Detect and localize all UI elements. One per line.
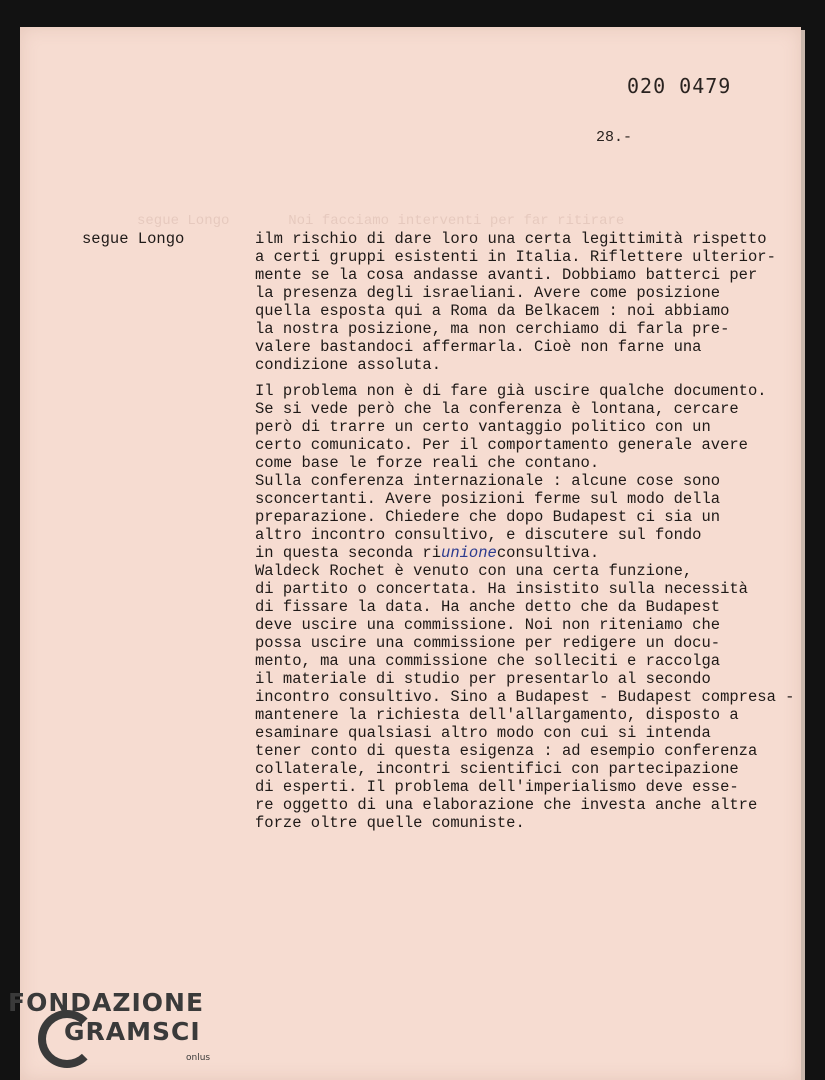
speaker-label: segue Longo — [82, 230, 185, 248]
watermark-suffix: onlus — [186, 1053, 211, 1063]
document-body — [255, 230, 815, 832]
text-line: a certi gruppi esistenti in Italia. Riflettere ulterior- — [255, 248, 776, 266]
text-line: tener conto di questa esigenza : ad esempio conferenza — [255, 742, 758, 760]
paragraph-2 — [255, 382, 815, 832]
typed-text: in questa seconda ri — [255, 544, 442, 562]
handwritten-correction: unione — [441, 544, 497, 562]
text-line: Il problema non è di fare già uscire qualche documento. — [255, 382, 767, 400]
text-line: collaterale, incontri scientifici con partecipazione — [255, 760, 739, 778]
text-line: di partito o concertata. Ha insistito sulla necessità — [255, 580, 748, 598]
bleed-through-text: segue Longo Noi facciamo interventi per far ritirare — [137, 213, 625, 229]
text-line: altro incontro consultivo, e discutere sul fondo — [255, 526, 702, 544]
text-line: quella esposta qui a Roma da Belkacem : noi abbiamo — [255, 302, 730, 320]
text-line: ilm rischio di dare loro una certa legittimità rispetto — [255, 230, 767, 248]
text-line: Sulla conferenza internazionale : alcune cose sono — [255, 472, 721, 490]
typed-text: consultiva. — [496, 544, 600, 562]
text-line: deve uscire una commissione. Noi non riteniamo che — [255, 616, 721, 634]
text-line: Waldeck Rochet è venuto con una certa funzione, — [255, 562, 693, 580]
text-line: di esperti. Il problema dell'imperialismo deve esse- — [255, 778, 739, 796]
text-line: forze oltre quelle comuniste. — [255, 814, 525, 832]
text-line: la presenza degli israeliani. Avere come posizione — [255, 284, 721, 302]
text-line: il materiale di studio per presentarlo al secondo — [255, 670, 711, 688]
watermark-line2: GRAMSCI — [64, 1017, 201, 1046]
text-line: condizione assoluta. — [255, 356, 442, 374]
text-line: possa uscire una commissione per redigere un docu- — [255, 634, 721, 652]
archive-number: 020 0479 — [627, 74, 732, 98]
text-line: incontro consultivo. Sino a Budapest - Budapest compresa - — [255, 688, 795, 706]
text-line: mantenere la richiesta dell'allargamento, disposto a — [255, 706, 739, 724]
text-line: re oggetto di una elaborazione che investa anche altre — [255, 796, 758, 814]
gramsci-logo-icon — [38, 1010, 96, 1068]
text-line: Se si vede però che la conferenza è lontana, cercare — [255, 400, 739, 418]
text-line: però di trarre un certo vantaggio politico con un — [255, 418, 711, 436]
watermark-line1: FONDAZIONE — [8, 988, 205, 1017]
text-line: la nostra posizione, ma non cerchiamo di farla pre- — [255, 320, 730, 338]
text-line: preparazione. Chiedere che dopo Budapest ci sia un — [255, 508, 721, 526]
text-line: come base le forze reali che contano. — [255, 454, 600, 472]
text-line: valere bastandoci affermarla. Cioè non farne una — [255, 338, 702, 356]
text-line-with-correction — [255, 544, 815, 562]
text-line: esaminare qualsiasi altro modo con cui si intenda — [255, 724, 711, 742]
text-line: di fissare la data. Ha anche detto che da Budapest — [255, 598, 721, 616]
text-line: sconcertanti. Avere posizioni ferme sul modo della — [255, 490, 721, 508]
fondazione-gramsci-watermark — [8, 988, 211, 1063]
page-number: 28.- — [596, 129, 633, 146]
text-line: mente se la cosa andasse avanti. Dobbiamo batterci per — [255, 266, 758, 284]
text-line: certo comunicato. Per il comportamento generale avere — [255, 436, 748, 454]
paragraph-1 — [255, 230, 815, 374]
text-line: mento, ma una commissione che solleciti e raccolga — [255, 652, 721, 670]
